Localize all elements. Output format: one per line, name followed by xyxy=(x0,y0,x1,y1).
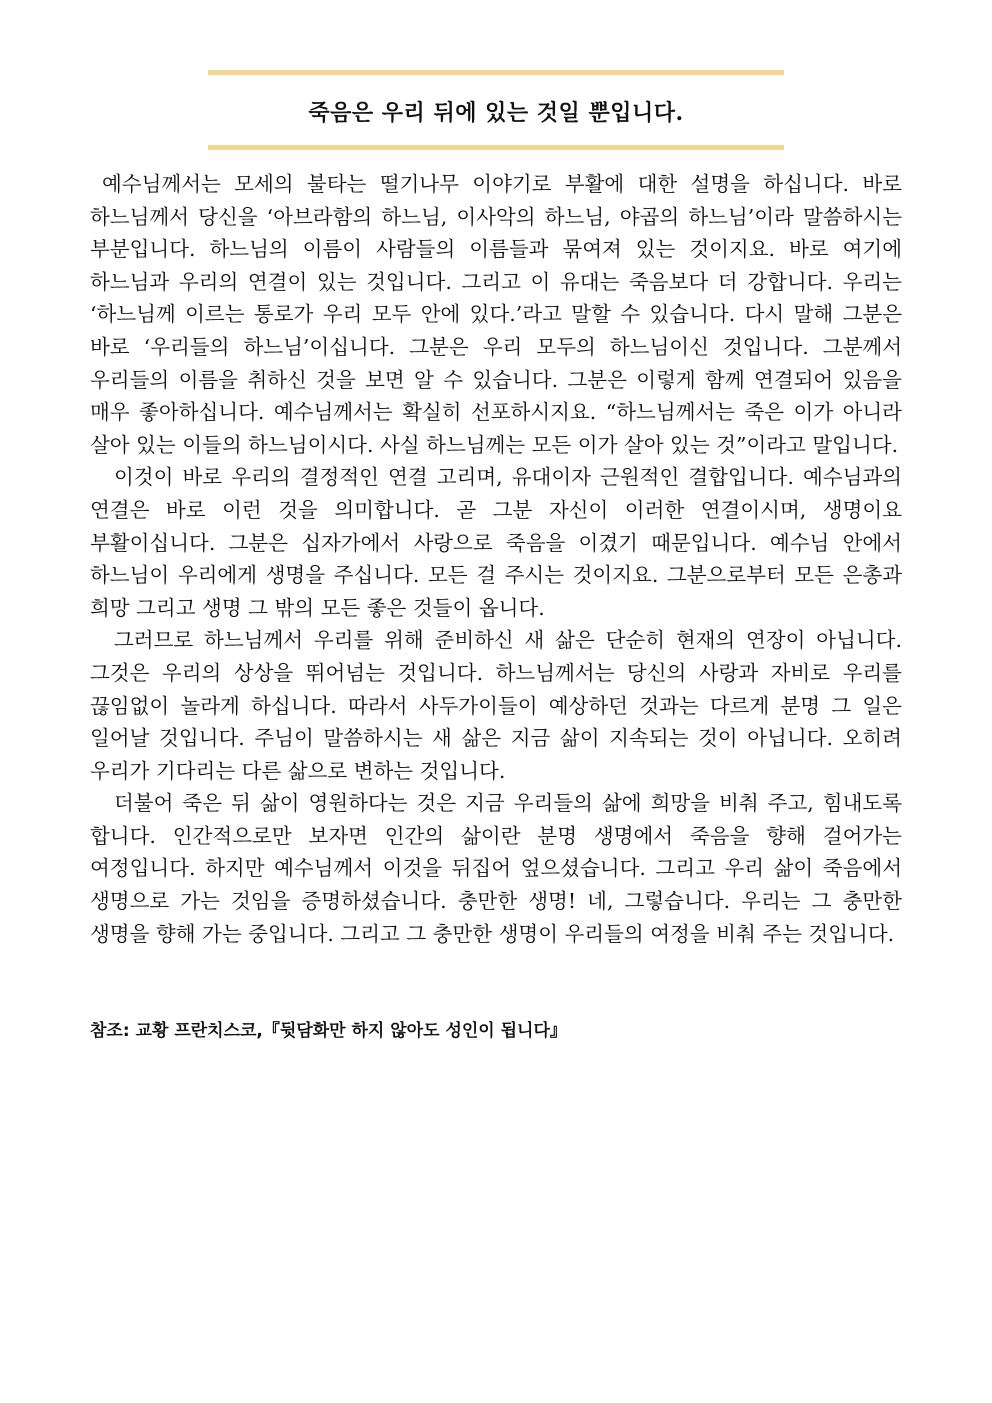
paragraph-2: 이것이 바로 우리의 결정적인 연결 고리며, 유대이자 근원적인 결합입니다. 예수님과의 연결은 바로 이런 것을 의미합니다. 곧 그분 자신이 이러한 연결이시며, 생명이요 부활이십니다. 그분은 십자가에서 사랑으로 죽음을 이겼기 때문입니다. 예수님 안에서 하느님이 우리에게 생명을 주십니다. 모든 걸 주시는 것이지요. 그분으로부터 모든 은총과 희망 그리고 생명 그 밖의 모든 좋은 것들이 옵니다. xyxy=(90,465,902,620)
page-title: 죽음은 우리 뒤에 있는 것일 뿐입니다. xyxy=(308,100,684,126)
paragraph-3: 그러므로 하느님께서 우리를 위해 준비하신 새 삶은 단순히 현재의 연장이 아닙니다. 그것은 우리의 상상을 뛰어넘는 것입니다. 하느님께서는 당신의 사랑과 자비로 우리를 끊임없이 놀라게 하십니다. 따라서 사두가이들이 예상하던 것과는 다르게 분명 그 일은 일어날 것입니다. 주님이 말씀하시는 새 삶은 지금 삶이 지속되는 것이 아닙니다. 오히려 우리가 기다리는 다른 삶으로 변하는 것입니다. xyxy=(90,628,902,783)
paragraph-4: 더불어 죽은 뒤 삶이 영원하다는 것은 지금 우리들의 삶에 희망을 비춰 주고, 힘내도록 합니다. 인간적으로만 보자면 인간의 삶이란 분명 생명에서 죽음을 향해 걸어가는 여정입니다. 하지만 예수님께서 이것을 뒤집어 엎으셨습니다. 그리고 우리 삶이 죽음에서 생명으로 가는 것임을 증명하셨습니다. 충만한 생명! 네, 그렇습니다. 우리는 그 충만한 생명을 향해 가는 중입니다. 그리고 그 충만한 생명이 우리들의 여정을 비춰 주는 것입니다. xyxy=(90,791,902,946)
paragraph-1: 예수님께서는 모세의 불타는 떨기나무 이야기로 부활에 대한 설명을 하십니다. 바로 하느님께서 당신을 ‘아브라함의 하느님, 이사악의 하느님, 야곱의 하느님’이라 말씀하시는 부분입니다. 하느님의 이름이 사람들의 이름들과 묶여져 있는 것이지요. 바로 여기에 하느님과 우리의 연결이 있는 것입니다. 그리고 이 유대는 죽음보다 더 강합니다. 우리는 ‘하느님께 이르는 통로가 우리 모두 안에 있다.’라고 말할 수 있습니다. 다시 말해 그분은 바로 ‘우리들의 하느님’이십니다. 그분은 우리 모두의 하느님이신 것입니다. 그분께서 우리들의 이름을 취하신 것을 보면 알 수 있습니다. 그분은 이렇게 함께 연결되어 있음을 매우 좋아하십니다. 예수님께서는 확실히 선포하시지요. “하느님께서는 죽은 이가 아니라 살아 있는 이들의 하느님이시다. 사실 하느님께는 모든 이가 살아 있는 것”이라고 말입니다. xyxy=(90,172,902,457)
body-text xyxy=(90,168,902,950)
reference-note: 참조: 교황 프란치스코,『뒷담화만 하지 않아도 성인이 됩니다』 xyxy=(90,1021,567,1041)
title-top-rule xyxy=(208,70,784,75)
title-bottom-rule xyxy=(208,145,784,150)
